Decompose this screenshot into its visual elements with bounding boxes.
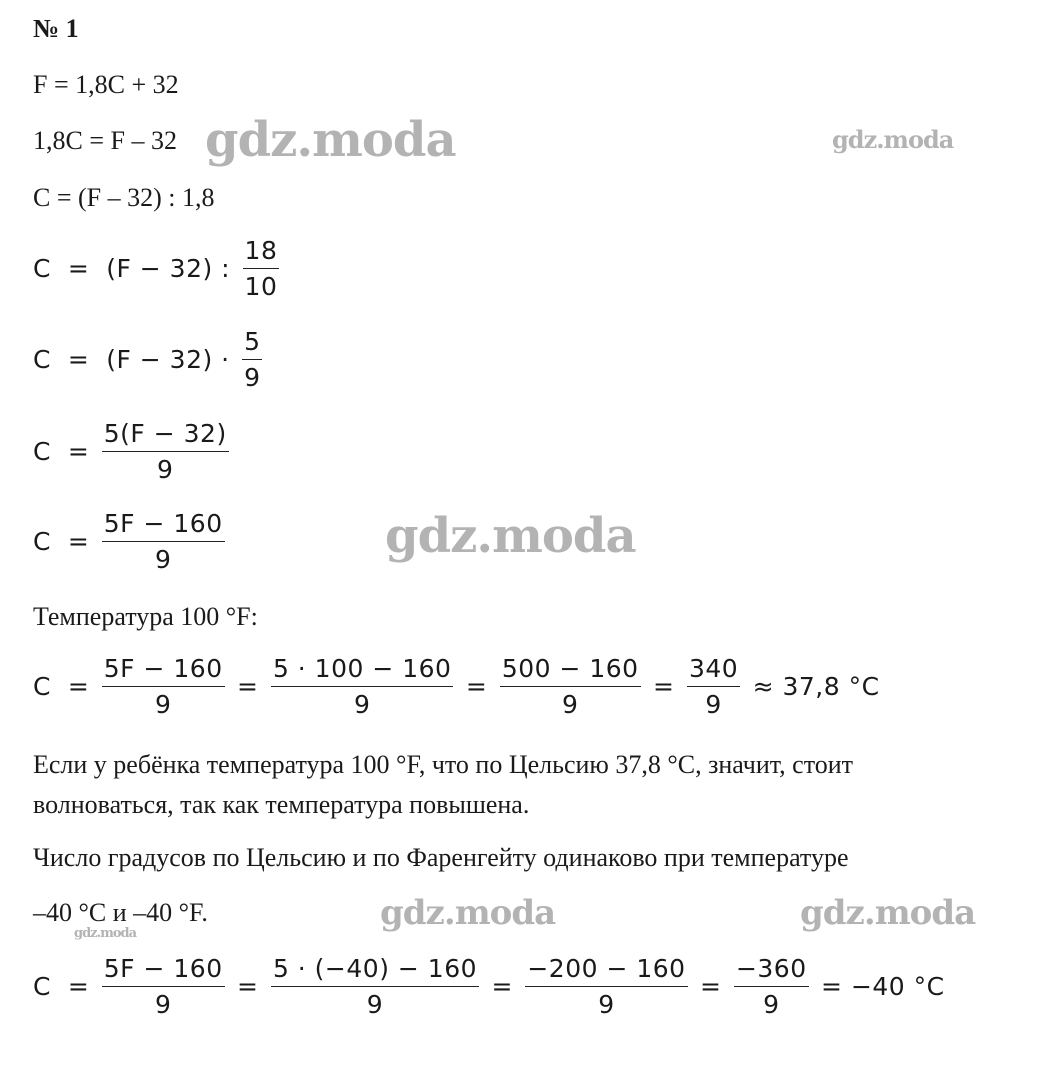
equation-text: C = <box>33 437 98 466</box>
denominator: 9 <box>562 690 579 719</box>
temperature-label: Температура 100 °F: <box>33 602 258 631</box>
task-number: № 1 <box>33 14 79 43</box>
equation <box>33 509 229 574</box>
fraction <box>102 654 225 719</box>
fraction <box>102 419 229 484</box>
numerator: 5F − 160 <box>102 954 225 987</box>
denominator: 9 <box>154 690 172 719</box>
formula-line: 1,8C = F – 32 <box>33 126 177 155</box>
denominator: 9 <box>705 690 722 719</box>
equation-text: C = (F − 32) · <box>33 345 239 374</box>
numerator: 5F − 160 <box>102 509 225 542</box>
denominator: 10 <box>244 272 278 301</box>
equation-text: = <box>228 972 267 1001</box>
paragraph-line: –40 °C и –40 °F. <box>33 898 208 927</box>
watermark: gdz.moda <box>205 112 456 168</box>
numerator: −360 <box>734 954 809 987</box>
watermark: gdz.moda <box>380 893 556 933</box>
numerator: 5(F − 32) <box>102 419 229 452</box>
equation-text: = −40 °C <box>812 972 945 1001</box>
numerator: 5 · 100 − 160 <box>271 654 454 687</box>
watermark: gdz.moda <box>800 893 976 933</box>
paragraph-line: Число градусов по Цельсию и по Фаренгейту одинаково при температуре <box>33 843 849 872</box>
denominator: 9 <box>598 990 615 1019</box>
watermark: gdz.moda <box>385 508 636 564</box>
equation-text: = <box>691 972 730 1001</box>
formula-line: C = (F – 32) : 1,8 <box>33 183 215 212</box>
equation-text: C = <box>33 527 98 556</box>
paragraph-line: волноваться, так как температура повышена. <box>33 790 530 819</box>
denominator: 9 <box>157 455 174 484</box>
equation-text: ≈ 37,8 °C <box>744 672 880 701</box>
denominator: 9 <box>154 990 172 1019</box>
equation <box>33 327 266 392</box>
equation-text: = <box>483 972 522 1001</box>
numerator: 5 <box>242 327 262 360</box>
numerator: −200 − 160 <box>525 954 687 987</box>
equation <box>33 654 880 719</box>
denominator: 9 <box>154 545 172 574</box>
numerator: 5 · (−40) − 160 <box>271 954 479 987</box>
paragraph-line: Если у ребёнка температура 100 °F, что по Цельсию 37,8 °C, значит, стоит <box>33 750 854 779</box>
fraction <box>102 954 225 1019</box>
watermark: gdz.moda <box>832 125 954 154</box>
fraction <box>242 327 262 392</box>
equation-text: C = <box>33 972 98 1001</box>
numerator: 500 − 160 <box>500 654 641 687</box>
equation-text: = <box>228 672 267 701</box>
denominator: 9 <box>366 990 384 1019</box>
equation-text: = <box>457 672 496 701</box>
fraction <box>271 954 479 1019</box>
denominator: 9 <box>763 990 780 1019</box>
denominator: 9 <box>244 363 261 392</box>
denominator: 9 <box>354 690 371 719</box>
fraction <box>243 236 280 301</box>
fraction <box>525 954 687 1019</box>
equation <box>33 419 233 484</box>
fraction <box>500 654 641 719</box>
fraction <box>734 954 809 1019</box>
equation-text: C = (F − 32) : <box>33 254 239 283</box>
numerator: 5F − 160 <box>102 654 225 687</box>
fraction <box>687 654 740 719</box>
watermark: gdz.moda <box>74 926 137 941</box>
numerator: 340 <box>687 654 740 687</box>
fraction <box>271 654 454 719</box>
equation <box>33 954 945 1019</box>
numerator: 18 <box>243 236 280 269</box>
formula-line: F = 1,8C + 32 <box>33 70 179 99</box>
equation-text: = <box>644 672 683 701</box>
equation-text: C = <box>33 672 98 701</box>
fraction <box>102 509 225 574</box>
equation <box>33 236 283 301</box>
